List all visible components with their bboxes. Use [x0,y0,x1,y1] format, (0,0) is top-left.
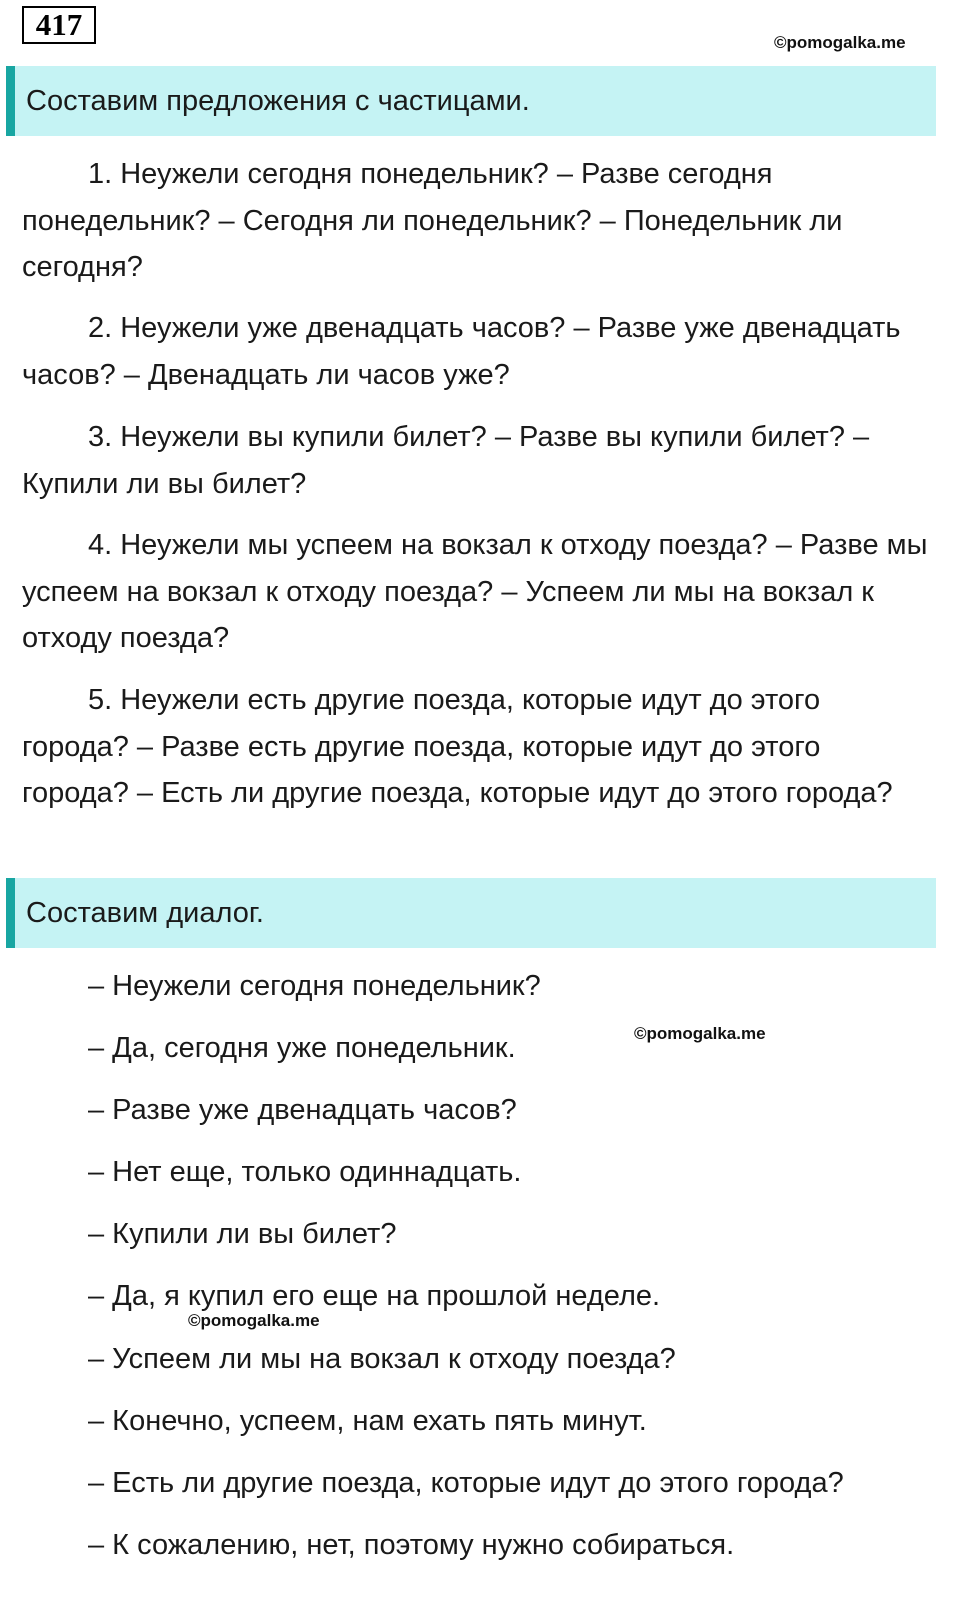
dialog-line: – Купили ли вы билет? [88,1218,397,1251]
paragraph-2: 2. Неужели уже двенадцать часов? – Разве уже двенадцать часов? – Двенадцать ли часов уже? [22,312,901,391]
dialog-line: – Нет еще, только одиннадцать. [88,1156,522,1189]
paragraph-4: 4. Неужели мы успеем на вокзал к отходу поезда? – Разве мы успеем на вокзал к отходу поезда? – Успеем ли мы на вокзал к отходу поезда? [22,529,928,654]
dialog-line: – Успеем ли мы на вокзал к отходу поезда? [88,1342,676,1375]
paragraph-5: 5. Неужели есть другие поезда, которые идут до этого города? – Разве есть другие поезда, которые идут до этого города? – Есть ли другие поезда, которые идут до этого города? [22,684,893,809]
dialog-line: – Разве уже двенадцать часов? [88,1094,517,1127]
watermark-lower: ©pomogalka.me [188,1311,320,1330]
dialog-line: – К сожалению, нет, поэтому нужно собираться. [88,1528,735,1561]
dialog-line: – Да, я купил его еще на прошлой неделе. [88,1280,661,1313]
dialog-line: – Есть ли другие поезда, которые идут до этого города? [88,1466,844,1499]
watermark-top: ©pomogalka.me [774,33,906,52]
dialog-line: – Да, сегодня уже понедельник. [88,1032,516,1065]
dialog-list [88,961,844,1582]
paragraph-1: 1. Неужели сегодня понедельник? – Разве сегодня понедельник? – Сегодня ли понедельник? – Понедельник ли сегодня? [22,158,843,283]
dialog-line: – Неужели сегодня понедельник? [88,970,541,1002]
exercise-number: 417 [22,6,96,44]
watermark-middle: ©pomogalka.me [634,1024,766,1043]
paragraph-3: 3. Неужели вы купили билет? – Разве вы купили билет? – Купили ли вы билет? [22,421,870,500]
section-header-sentences: Составим предложения с частицами. [6,66,936,136]
dialog-line: – Конечно, успеем, нам ехать пять минут. [88,1404,647,1437]
section-header-dialog: Составим диалог. [6,878,936,948]
